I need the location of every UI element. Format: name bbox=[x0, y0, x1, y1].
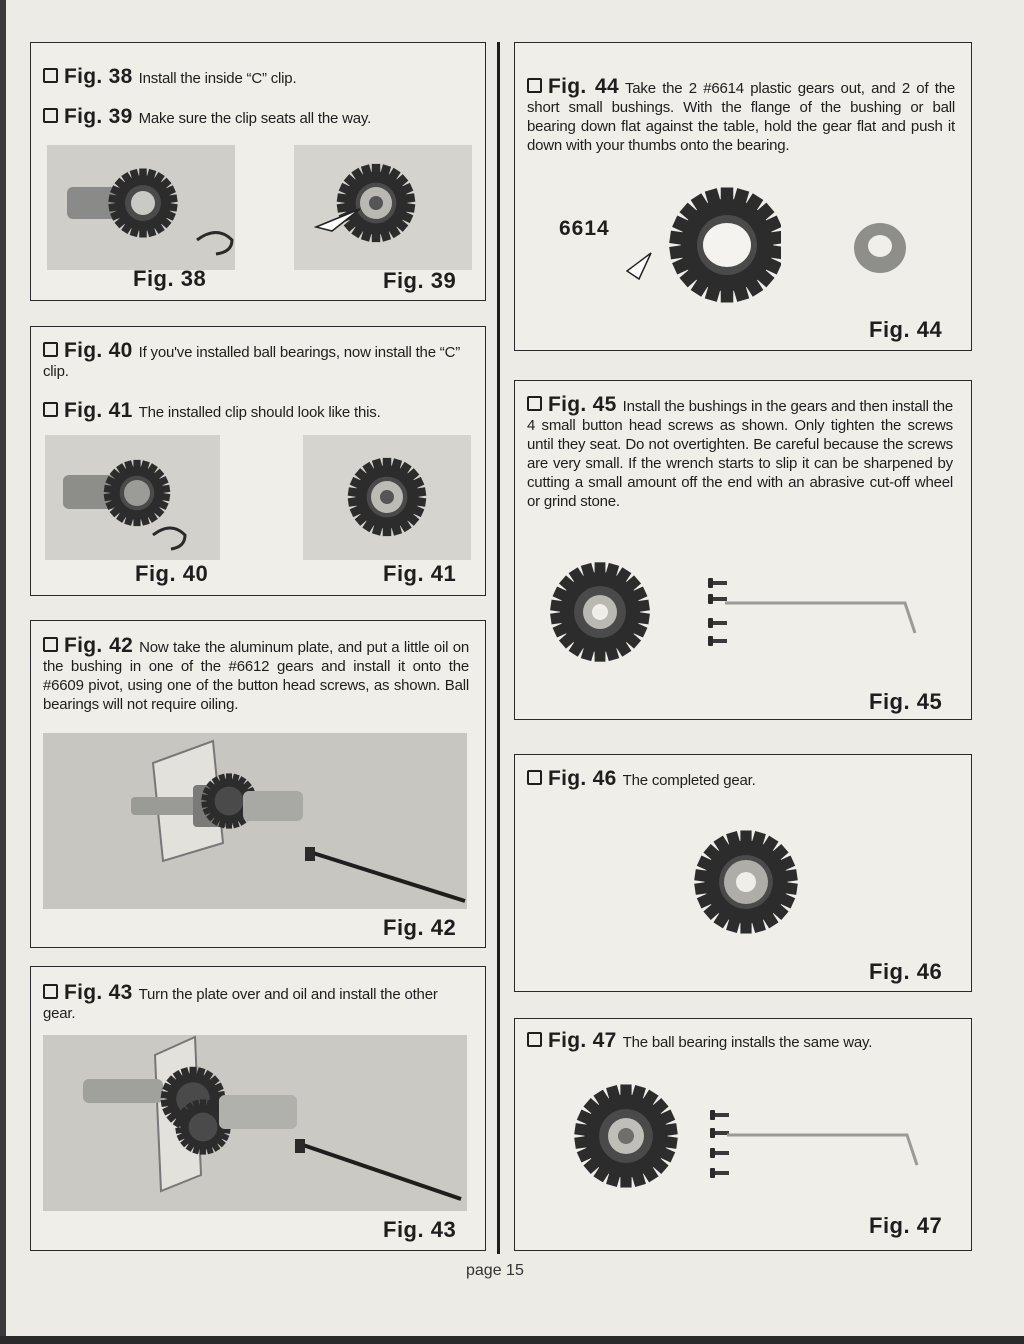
step-42 bbox=[43, 636, 469, 714]
page-bottom-edge bbox=[0, 1336, 1024, 1344]
figure-caption: Fig. 47 bbox=[869, 1213, 943, 1238]
checkbox[interactable] bbox=[527, 78, 542, 93]
gear-6614 bbox=[621, 183, 781, 313]
step-text: The installed clip should look like this. bbox=[138, 404, 381, 421]
figure-caption: Fig. 38 bbox=[133, 266, 207, 291]
panel-fig-46 bbox=[514, 754, 972, 992]
panel-fig-44 bbox=[514, 42, 972, 351]
figure-caption: Fig. 46 bbox=[869, 959, 943, 984]
photo-fig-41 bbox=[303, 435, 471, 560]
step-label: Fig. 42 bbox=[64, 634, 134, 657]
page-number: page 15 bbox=[466, 1262, 524, 1279]
step-text: The ball bearing installs the same way. bbox=[622, 1034, 873, 1051]
figure-caption: Fig. 40 bbox=[135, 561, 209, 586]
step-text: Make sure the clip seats all the way. bbox=[138, 110, 372, 127]
completed-gear bbox=[691, 827, 801, 937]
step-label: Fig. 46 bbox=[548, 767, 617, 790]
photo-fig-42 bbox=[43, 733, 467, 909]
figure-caption: Fig. 43 bbox=[383, 1217, 457, 1242]
step-40 bbox=[43, 341, 471, 381]
step-38 bbox=[43, 67, 473, 88]
photo-fig-38 bbox=[47, 145, 235, 270]
step-label: Fig. 39 bbox=[64, 105, 133, 128]
figure-caption: Fig. 39 bbox=[383, 268, 457, 293]
figure-caption: Fig. 45 bbox=[869, 689, 943, 714]
step-label: Fig. 38 bbox=[64, 65, 133, 88]
checkbox[interactable] bbox=[527, 396, 542, 411]
gear-with-ball-bearing bbox=[571, 1081, 681, 1191]
screws-and-wrench bbox=[695, 571, 925, 661]
gear-with-bushing bbox=[545, 557, 655, 667]
photo-fig-40 bbox=[45, 435, 220, 560]
step-46 bbox=[527, 769, 955, 790]
step-44 bbox=[527, 77, 955, 155]
step-41 bbox=[43, 401, 473, 422]
step-text: Install the bushings in the gears and then install the 4 small button head screws as shown. Only tighten the screws until they seat. Do not overtighten. Be careful because the screws are very small. If the wrench starts to slip it can be sharpened by cutting a small amount off the end with an abrasive cut-off wheel or grind stone. bbox=[527, 398, 953, 510]
panel-fig-40-41 bbox=[30, 326, 486, 596]
bushing bbox=[845, 213, 915, 283]
column-divider bbox=[497, 42, 500, 1254]
checkbox[interactable] bbox=[43, 402, 58, 417]
panel-fig-45 bbox=[514, 380, 972, 720]
panel-fig-43 bbox=[30, 966, 486, 1251]
panel-fig-38-39 bbox=[30, 42, 486, 301]
step-label: Fig. 40 bbox=[64, 339, 133, 362]
figure-caption: Fig. 42 bbox=[383, 915, 457, 940]
photo-fig-43 bbox=[43, 1035, 467, 1211]
step-text: Now take the aluminum plate, and put a little oil on the bushing in one of the #6612 gears and install it onto the #6609 pivot, using one of the button head screws, as shown. Ball bearings will not require oiling. bbox=[43, 639, 469, 713]
checkbox[interactable] bbox=[43, 342, 58, 357]
panel-fig-42 bbox=[30, 620, 486, 948]
step-label: Fig. 44 bbox=[548, 75, 619, 98]
photo-fig-39 bbox=[294, 145, 472, 270]
step-47 bbox=[527, 1031, 955, 1052]
checkbox[interactable] bbox=[43, 637, 58, 652]
step-text: The completed gear. bbox=[622, 772, 756, 789]
step-45 bbox=[527, 395, 953, 511]
step-text: Take the 2 #6614 plastic gears out, and 2 of the short small bushings. With the flange of the bushing or ball bearing down flat against the table, hold the gear flat and push it down with your thumbs onto the bearing. bbox=[527, 80, 955, 154]
step-label: Fig. 47 bbox=[548, 1029, 617, 1052]
step-text: Install the inside “C” clip. bbox=[138, 70, 297, 87]
checkbox[interactable] bbox=[527, 1032, 542, 1047]
checkbox[interactable] bbox=[527, 770, 542, 785]
step-label: Fig. 43 bbox=[64, 981, 133, 1004]
figure-caption: Fig. 41 bbox=[383, 561, 457, 586]
page-binding-edge bbox=[0, 0, 6, 1344]
step-43 bbox=[43, 983, 471, 1023]
step-text: Turn the plate over and oil and install the other gear. bbox=[43, 986, 438, 1022]
step-label: Fig. 45 bbox=[548, 393, 617, 416]
screws-and-wrench bbox=[697, 1103, 927, 1193]
part-number-label: 6614 bbox=[559, 217, 610, 240]
step-label: Fig. 41 bbox=[64, 399, 133, 422]
panel-fig-47 bbox=[514, 1018, 972, 1251]
checkbox[interactable] bbox=[43, 68, 58, 83]
step-text: If you've installed ball bearings, now install the “C” clip. bbox=[43, 344, 461, 380]
checkbox[interactable] bbox=[43, 984, 58, 999]
figure-caption: Fig. 44 bbox=[869, 317, 943, 342]
step-39 bbox=[43, 107, 473, 128]
checkbox[interactable] bbox=[43, 108, 58, 123]
